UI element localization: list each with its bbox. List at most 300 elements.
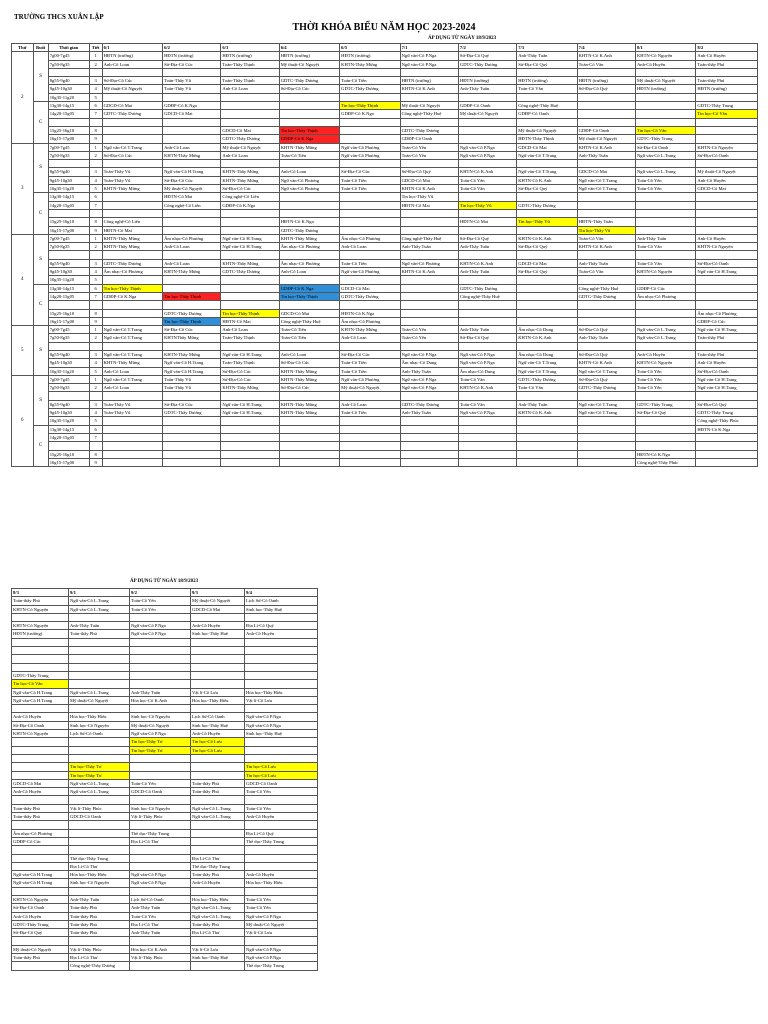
lesson-cell: Địa Lí-Cô Thư (69, 862, 130, 870)
time-cell: 14g20-15g05 (48, 292, 89, 300)
lesson-cell (517, 284, 577, 292)
table-row (12, 771, 318, 779)
lesson-cell: KHTN-Thầy Mừng (163, 151, 221, 159)
lesson-cell: Anh-Cô Huyền (12, 788, 69, 796)
lesson-cell (221, 209, 279, 217)
lesson-cell (696, 433, 758, 441)
period-cell: 1 (89, 234, 102, 242)
lesson-cell: Ngữ văn-Cô H.Trang (221, 243, 279, 251)
lesson-cell: Âm nhạc-Cô Dung (517, 326, 577, 334)
lesson-cell: Toán-Cô Tiên (279, 334, 339, 342)
lesson-cell (517, 160, 577, 168)
lesson-cell: GDTC-Thầy Dương (577, 384, 635, 392)
lesson-cell: KHTN-Cô K.Anh (517, 409, 577, 417)
lesson-cell (221, 251, 279, 259)
lesson-cell (221, 458, 279, 466)
period-cell: 9 (89, 317, 102, 325)
header-cell: 6/5 (340, 44, 400, 52)
lesson-cell (696, 193, 758, 201)
lesson-cell: Ngữ văn-Cô H.Trang (163, 168, 221, 176)
lesson-cell: Ngữ văn-Cô P.Nga (458, 350, 516, 358)
lesson-cell: Ngữ văn-Cô Phương (279, 185, 339, 193)
lesson-cell: Toán-Thầy Thịnh (221, 77, 279, 85)
time-cell: 7g00-7g45 (48, 234, 89, 242)
lesson-cell (130, 962, 191, 970)
period-cell: 4 (89, 409, 102, 417)
lesson-cell: Công nghệ-Thầy Huệ (458, 292, 516, 300)
lesson-cell: Hóa học-Thầy Hiếu (191, 895, 245, 903)
lesson-cell (279, 301, 339, 309)
lesson-cell (635, 68, 695, 76)
lesson-cell: Tin học-Thầy Thịnh (221, 309, 279, 317)
lesson-cell: Ngữ văn-Cô Phương (340, 143, 400, 151)
lesson-cell (12, 854, 69, 862)
lesson-cell (577, 201, 635, 209)
lesson-cell: HĐTN-Cô Mai (102, 226, 162, 234)
lesson-cell (279, 450, 339, 458)
lesson-cell: Mỹ thuật-Cô Nguyệt (191, 597, 245, 605)
lesson-cell (458, 135, 516, 143)
lesson-cell: GDCD-Cô Oanh (130, 788, 191, 796)
lesson-cell (12, 862, 69, 870)
lesson-cell (340, 209, 400, 217)
lesson-cell (517, 392, 577, 400)
time-cell: 16g15-17g00 (48, 317, 89, 325)
period-cell (89, 251, 102, 259)
period-cell: 7 (89, 110, 102, 118)
lesson-cell (400, 160, 458, 168)
lesson-cell: Toán-thầy Phú (191, 871, 245, 879)
lesson-cell: KHTN-Cô Nguyện (635, 268, 695, 276)
time-cell: 8g55-9g40 (48, 350, 89, 358)
period-cell: 5 (89, 276, 102, 284)
lesson-cell: KHTNThầy Mừng (163, 334, 221, 342)
table-row (12, 779, 318, 787)
lesson-cell: Toán-Cô Yến (400, 326, 458, 334)
lesson-cell: Ngữ văn-Cô P.Nga (400, 384, 458, 392)
lesson-cell: Anh-Cô Loan (340, 334, 400, 342)
table-row (12, 359, 758, 367)
lesson-cell (279, 442, 339, 450)
lesson-cell: KHTN-Cô K.Anh (577, 359, 635, 367)
lesson-cell (163, 450, 221, 458)
lesson-cell (12, 754, 69, 762)
lesson-cell: Mỹ thuật-Cô Nguyệt (102, 85, 162, 93)
lesson-cell: Sử-Địa-Cô Oanh (12, 721, 69, 729)
lesson-cell (191, 705, 245, 713)
header-cell: 6/2 (163, 44, 221, 52)
lesson-cell (340, 193, 400, 201)
lesson-cell: KHTN-Cô K.Anh (517, 334, 577, 342)
lesson-cell (517, 442, 577, 450)
lesson-cell: Toán-Cô Vân (517, 85, 577, 93)
lesson-cell: Sử-Địa-Cô Quý (517, 243, 577, 251)
lesson-cell (340, 425, 400, 433)
lesson-cell: Ngữ văn-Cô P.Nga (400, 60, 458, 68)
lesson-cell (340, 135, 400, 143)
lesson-cell: Anh-Cô Loan (340, 400, 400, 408)
lesson-cell (517, 317, 577, 325)
lesson-cell: Ngữ văn-Cô L.Trang (191, 804, 245, 812)
applied-date: ÁP DỤNG TỪ NGÀY 18/9/2023 (428, 36, 497, 41)
lesson-cell: Sử-Địa-Cô Cúc (340, 168, 400, 176)
lesson-cell (340, 433, 400, 441)
day-cell: 4 (12, 234, 34, 325)
lesson-cell: Sinh học-Thầy Huệ (191, 954, 245, 962)
lesson-cell (163, 301, 221, 309)
lesson-cell: Toán-thầy Phú (696, 77, 758, 85)
lesson-cell (458, 417, 516, 425)
lesson-cell: KHTN-Cô K.Anh (458, 168, 516, 176)
lesson-cell (517, 193, 577, 201)
lesson-cell (340, 251, 400, 259)
lesson-cell: Toán-thầy Phú (696, 350, 758, 358)
lesson-cell (400, 292, 458, 300)
session-cell: S (33, 375, 48, 425)
lesson-cell: GDĐP-Cô Oanh (458, 102, 516, 110)
lesson-cell: GDĐP-Cô Cúc (12, 837, 69, 845)
lesson-cell (69, 821, 130, 829)
period-cell: 6 (89, 284, 102, 292)
lesson-cell: GDTC-Thầy Dương (458, 284, 516, 292)
lesson-cell (191, 763, 245, 771)
lesson-cell: GDĐP-Cô Oanh (577, 126, 635, 134)
lesson-cell: Công nghệ-Thầy Huệ (279, 317, 339, 325)
header-cell: 6/1 (102, 44, 162, 52)
lesson-cell: Sử-Địa-Cô Cúc (279, 359, 339, 367)
lesson-cell: Toán-Cô Tiên (340, 185, 400, 193)
table-row (12, 663, 318, 671)
lesson-cell: Tin học-Cô Lưu (245, 771, 318, 779)
lesson-cell (279, 201, 339, 209)
period-cell: 1 (89, 375, 102, 383)
period-cell: 3 (89, 77, 102, 85)
lesson-cell (163, 433, 221, 441)
table-row (12, 597, 318, 605)
lesson-cell (279, 276, 339, 284)
lesson-cell (12, 962, 69, 970)
lesson-cell: Anh-Thầy Tuấn (458, 326, 516, 334)
lesson-cell (458, 442, 516, 450)
table-row (12, 821, 318, 829)
lesson-cell: HĐTN (trường) (102, 52, 162, 60)
lesson-cell: Công nghệ-Thầy Huệ (517, 102, 577, 110)
lesson-cell (279, 209, 339, 217)
lesson-cell (191, 680, 245, 688)
lesson-cell: GDCD-Cô Mai (279, 309, 339, 317)
lesson-cell: Ngữ văn-Cô T.Trang (517, 359, 577, 367)
period-cell: 9 (89, 135, 102, 143)
lesson-cell: Sinh học-Thầy Huệ (191, 721, 245, 729)
period-cell: 9 (89, 458, 102, 466)
lesson-cell: Ngữ văn-Cô T.Trang (577, 176, 635, 184)
lesson-cell: GDĐP-Cô K.Nga (279, 135, 339, 143)
lesson-cell: Hóa học-Thầy Hiếu (245, 879, 318, 887)
table-row (12, 655, 318, 663)
lesson-cell: Sử-Địa-Cô Quý (577, 350, 635, 358)
lesson-cell (69, 937, 130, 945)
lesson-cell (696, 458, 758, 466)
lesson-cell (635, 309, 695, 317)
lesson-cell: Ngữ văn-Cô Phương (400, 259, 458, 267)
time-cell: 16g15-17g00 (48, 135, 89, 143)
table-row (12, 937, 318, 945)
lesson-cell (69, 663, 130, 671)
table-row (12, 895, 318, 903)
period-cell: 1 (89, 52, 102, 60)
lesson-cell (400, 442, 458, 450)
lesson-cell: Anh-Cô Huyền (191, 879, 245, 887)
lesson-cell (517, 309, 577, 317)
table-row (12, 954, 318, 962)
table-row (12, 317, 758, 325)
lesson-cell: Ngữ văn-Cô P.Nga (245, 912, 318, 920)
lesson-cell: Anh-Cô Huyền (12, 912, 69, 920)
day-cell: 5 (12, 326, 34, 376)
lesson-cell: KHTN-Thầy Mừng (279, 409, 339, 417)
lesson-cell (517, 68, 577, 76)
table-row (12, 763, 318, 771)
lesson-cell: Toán-Cô Tiên (279, 326, 339, 334)
lesson-cell (696, 450, 758, 458)
lesson-cell (102, 201, 162, 209)
lesson-cell (279, 458, 339, 466)
lesson-cell (340, 276, 400, 284)
timetable2-header-row (12, 589, 318, 597)
period-cell (89, 342, 102, 350)
session-cell: C (33, 193, 48, 234)
lesson-cell (696, 442, 758, 450)
table-row (12, 425, 758, 433)
lesson-cell: Tin học-Thầy Thịnh (163, 292, 221, 300)
lesson-cell: Toán-Cô Yến (245, 895, 318, 903)
lesson-cell (696, 284, 758, 292)
lesson-cell: Thể dục-Thầy Trung (245, 962, 318, 970)
time-cell: 9g45-10g30 (48, 409, 89, 417)
lesson-cell: Toán-thầy Phú (69, 920, 130, 928)
lesson-cell: GDTC-Thầy Trung (12, 671, 69, 679)
lesson-cell: Anh-Cô Huyền (191, 730, 245, 738)
lesson-cell: Toán-thầy Phú (69, 929, 130, 937)
lesson-cell: Ngữ văn-Cô H.Trang (12, 871, 69, 879)
lesson-cell: Sử-Địa-Cô Cúc (163, 326, 221, 334)
timetable-header-row (12, 44, 758, 52)
lesson-cell: Anh-Cô Huyền (635, 60, 695, 68)
lesson-cell (130, 821, 191, 829)
lesson-cell: Tin học-Cô Vân (696, 110, 758, 118)
time-cell (48, 301, 89, 309)
header-cell: 7/4 (577, 44, 635, 52)
lesson-cell (163, 251, 221, 259)
time-cell (48, 342, 89, 350)
lesson-cell: Toán-Cô Yến (245, 904, 318, 912)
lesson-cell (279, 342, 339, 350)
session-cell: S (33, 326, 48, 376)
lesson-cell: Toán-Cô Vân (458, 185, 516, 193)
lesson-cell (517, 342, 577, 350)
lesson-cell (221, 226, 279, 234)
lesson-cell: Ngữ văn-Cô P.Nga (458, 359, 516, 367)
lesson-cell: Mỹ thuật-Cô Nguyệt (221, 143, 279, 151)
lesson-cell: HĐTN-Cô K.Nga (279, 218, 339, 226)
time-cell: 8g55-9g40 (48, 400, 89, 408)
lesson-cell: Toán-thầy Phú (191, 788, 245, 796)
lesson-cell: Sử-Địa-Cô Cúc (163, 176, 221, 184)
lesson-cell: GDTC-Thầy Trung (12, 920, 69, 928)
lesson-cell: Anh-Cô Huyền (696, 52, 758, 60)
lesson-cell: Tin học-Thầy Trí (130, 738, 191, 746)
lesson-cell (245, 647, 318, 655)
lesson-cell: HĐTN (trường) (458, 77, 516, 85)
time-cell: 15g25-16g10 (48, 450, 89, 458)
lesson-cell: Địa Lí-Cô Quý (245, 829, 318, 837)
lesson-cell: Công nghệ-Cô Liên (102, 218, 162, 226)
time-cell: 16g15-17g00 (48, 458, 89, 466)
lesson-cell: Sử-Địa-Cô Cúc (221, 375, 279, 383)
lesson-cell: Âm nhạc-Cô Phương (340, 234, 400, 242)
lesson-cell (12, 846, 69, 854)
lesson-cell: Toán-Cô Tiên (279, 151, 339, 159)
lesson-cell (191, 638, 245, 646)
lesson-cell: Anh-Cô Huyền (245, 813, 318, 821)
lesson-cell: HĐTN-Thầy Tuấn (577, 218, 635, 226)
time-cell (48, 251, 89, 259)
lesson-cell (458, 193, 516, 201)
lesson-cell (577, 68, 635, 76)
lesson-cell (130, 647, 191, 655)
lesson-cell: KHTN-Cô K.Anh (400, 268, 458, 276)
lesson-cell (577, 118, 635, 126)
lesson-cell (12, 771, 69, 779)
lesson-cell: KHTN-Cô K.Anh (577, 243, 635, 251)
period-cell: 4 (89, 268, 102, 276)
time-cell: 13g30-14g15 (48, 284, 89, 292)
lesson-cell (696, 160, 758, 168)
lesson-cell: Sử-Địa-Cô Quý (400, 168, 458, 176)
lesson-cell: Công nghệ-Cô Liên (221, 193, 279, 201)
lesson-cell: Toán-Cô Tiên (340, 409, 400, 417)
lesson-cell: Lịch Sử-Cô Oanh (69, 730, 130, 738)
lesson-cell: Anh-Thầy Tuấn (130, 929, 191, 937)
time-cell: 7g50-8g35 (48, 334, 89, 342)
lesson-cell (163, 342, 221, 350)
lesson-cell: Toán-Cô Yến (400, 143, 458, 151)
lesson-cell (69, 613, 130, 621)
lesson-cell (245, 854, 318, 862)
lesson-cell: Âm nhạc-Cô Phương (340, 317, 400, 325)
lesson-cell (635, 201, 695, 209)
period-cell: 1 (89, 326, 102, 334)
lesson-cell (340, 68, 400, 76)
period-cell: 4 (89, 85, 102, 93)
lesson-cell: KHTN-Thầy Mừng (163, 350, 221, 358)
lesson-cell: Anh-Cô Loan (102, 367, 162, 375)
lesson-cell: Vật lí-Cô Lưu (191, 945, 245, 953)
table-row (12, 730, 318, 738)
lesson-cell (577, 160, 635, 168)
lesson-cell: Toán-Cô Yến (400, 151, 458, 159)
lesson-cell (279, 68, 339, 76)
table-row (12, 176, 758, 184)
period-cell: 3 (89, 400, 102, 408)
lesson-cell: Tin học-Thầy Vũ (400, 193, 458, 201)
lesson-cell: Âm nhạc-Cô Phương (102, 268, 162, 276)
lesson-cell: Toán-Thầy Vũ (102, 168, 162, 176)
table-row (12, 85, 758, 93)
time-cell: 9g45-10g30 (48, 176, 89, 184)
lesson-cell: Sử-Địa-Cô Cúc (102, 151, 162, 159)
period-cell (89, 68, 102, 76)
period-cell (89, 160, 102, 168)
lesson-cell: Anh-Thầy Tuấn (517, 52, 577, 60)
lesson-cell: Thể dục-Thầy Trung (130, 829, 191, 837)
lesson-cell (458, 251, 516, 259)
lesson-cell: Sử-Địa-Cô Quý (517, 185, 577, 193)
header-cell: Thời gian (48, 44, 89, 52)
lesson-cell: Sử-Địa-Cô Cúc (163, 400, 221, 408)
lesson-cell: Ngữ văn-Cô L.Trang (69, 597, 130, 605)
lesson-cell: Vật lí-Cô Lưu (245, 696, 318, 704)
period-cell: 4 (89, 359, 102, 367)
lesson-cell (12, 655, 69, 663)
lesson-cell: Toán-Cô Tiên (340, 259, 400, 267)
table-row (12, 738, 318, 746)
table-row (12, 126, 758, 134)
session-cell: S (33, 143, 48, 193)
lesson-cell (12, 705, 69, 713)
period-cell: 6 (89, 425, 102, 433)
lesson-cell: KHTN-Cô Nguyện (12, 730, 69, 738)
lesson-cell: Toán-Cô Yến (635, 367, 695, 375)
lesson-cell (340, 226, 400, 234)
lesson-cell: KHTN-Thầy Mừng (102, 234, 162, 242)
table-row (12, 929, 318, 937)
header-cell: 9/2 (130, 589, 191, 597)
lesson-cell (635, 276, 695, 284)
lesson-cell (400, 301, 458, 309)
lesson-cell: Toán-Cô Yến (635, 176, 695, 184)
lesson-cell (458, 160, 516, 168)
lesson-cell (102, 301, 162, 309)
lesson-cell: GDTC-Thầy Dương (102, 110, 162, 118)
time-cell: 14g20-15g05 (48, 201, 89, 209)
lesson-cell (400, 118, 458, 126)
lesson-cell (635, 209, 695, 217)
lesson-cell (458, 392, 516, 400)
period-cell (89, 392, 102, 400)
lesson-cell (577, 309, 635, 317)
lesson-cell: KHTN-Thầy Mừng (221, 168, 279, 176)
lesson-cell: Ngữ văn-Cô P.Nga (245, 713, 318, 721)
lesson-cell: Ngữ văn-Cô H.Trang (163, 359, 221, 367)
lesson-cell (163, 209, 221, 217)
lesson-cell (696, 209, 758, 217)
lesson-cell: Toán-Cô Vân (635, 243, 695, 251)
lesson-cell (163, 226, 221, 234)
page-title: THỜI KHÓA BIỂU NĂM HỌC 2023-2024 (292, 22, 476, 33)
lesson-cell: GDCD-Cô Mai (163, 110, 221, 118)
lesson-cell: GDĐP-Cô K.Nga (221, 201, 279, 209)
lesson-cell: Địa Lí-Cô Thư (130, 920, 191, 928)
lesson-cell (635, 226, 695, 234)
lesson-cell: Ngữ văn-Cô P.Nga (245, 954, 318, 962)
lesson-cell: Ngữ văn-Cô H.Trang (12, 696, 69, 704)
lesson-cell (102, 309, 162, 317)
lesson-cell: Anh-Cô Loan (279, 350, 339, 358)
lesson-cell: Anh-Thầy Tuấn (517, 400, 577, 408)
lesson-cell: Ngữ văn-Cô P.Nga (458, 143, 516, 151)
lesson-cell (635, 392, 695, 400)
